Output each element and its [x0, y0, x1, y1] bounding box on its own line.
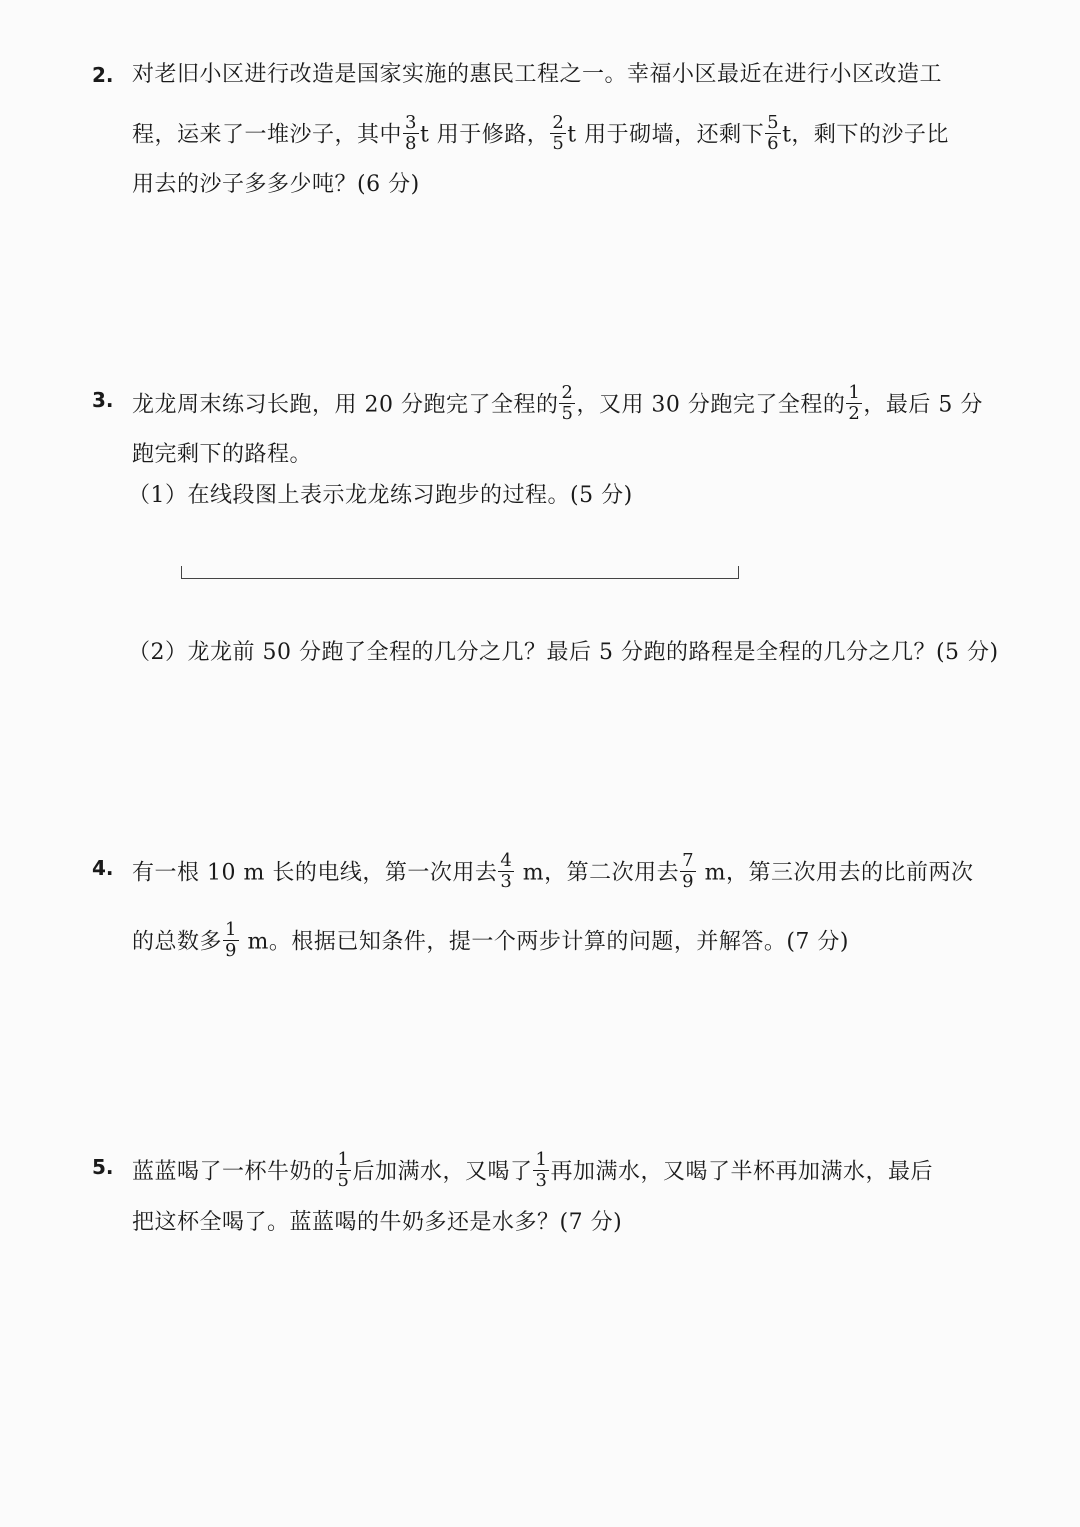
line-segment-diagram — [181, 566, 739, 579]
fraction: $\frac{2}{5}$ — [561, 382, 574, 424]
fraction: $\frac{1}{9}$ — [225, 919, 237, 961]
fraction: $\frac{2}{5}$ — [552, 112, 565, 154]
q3-text: 龙龙周末练习长跑，用 20 分跑完了全程的 — [132, 392, 559, 418]
q5-text: 后加满水，又喝了 — [352, 1159, 533, 1185]
question-4-line-1 — [132, 850, 1002, 894]
question-4-number: 4. — [92, 856, 114, 880]
question-5-number: 5. — [92, 1155, 114, 1179]
q3-text: ，最后 5 分 — [863, 392, 983, 418]
q4-text: 的总数多 — [132, 929, 223, 955]
question-3-subquestion-2: （2）龙龙前 50 分跑了全程的几分之几？最后 5 分跑的路程是全程的几分之几？(5 分) — [128, 640, 999, 665]
question-5-line-2: 把这杯全喝了。蓝蓝喝的牛奶多还是水多？(7 分) — [132, 1210, 623, 1235]
fraction: $\frac{4}{3}$ — [500, 850, 513, 892]
q3-text: ，又用 30 分跑完了全程的 — [576, 392, 846, 418]
q4-text: m，第二次用去 — [515, 860, 680, 886]
question-2-number: 2. — [92, 63, 114, 87]
question-2-line-2 — [132, 112, 1002, 156]
question-2-line-3: 用去的沙子多多少吨？(6 分) — [132, 172, 420, 197]
q4-text: m，第三次用去的比前两次 — [697, 860, 974, 886]
question-5-line-1 — [132, 1149, 1002, 1193]
q2-text: t 用于修路， — [419, 122, 550, 148]
question-2-line-1: 对老旧小区进行改造是国家实施的惠民工程之一。幸福小区最近在进行小区改造工 — [132, 62, 943, 87]
q4-text: 有一根 10 m 长的电线，第一次用去 — [132, 860, 498, 886]
q4-text: m。根据已知条件，提一个两步计算的问题，并解答。(7 分) — [239, 929, 849, 955]
question-3-number: 3. — [92, 388, 114, 412]
question-3-subquestion-1: （1）在线段图上表示龙龙练习跑步的过程。(5 分) — [128, 483, 633, 508]
fraction: $\frac{1}{3}$ — [535, 1149, 548, 1191]
q2-text: t 用于砌墙，还剩下 — [567, 122, 765, 148]
fraction: $\frac{1}{5}$ — [337, 1149, 350, 1191]
q2-text: 程，运来了一堆沙子，其中 — [132, 122, 403, 148]
q2-text: t，剩下的沙子比 — [782, 122, 949, 148]
question-3-line-2: 跑完剩下的路程。 — [132, 442, 313, 467]
fraction: $\frac{3}{8}$ — [405, 112, 417, 154]
q5-text: 再加满水，又喝了半杯再加满水，最后 — [550, 1159, 933, 1185]
fraction: $\frac{1}{2}$ — [848, 382, 861, 424]
q5-text: 蓝蓝喝了一杯牛奶的 — [132, 1159, 335, 1185]
question-3-line-1 — [132, 382, 1002, 426]
question-4-line-2 — [132, 919, 1002, 963]
fraction: $\frac{5}{6}$ — [767, 112, 780, 154]
fraction: $\frac{7}{9}$ — [682, 850, 695, 892]
